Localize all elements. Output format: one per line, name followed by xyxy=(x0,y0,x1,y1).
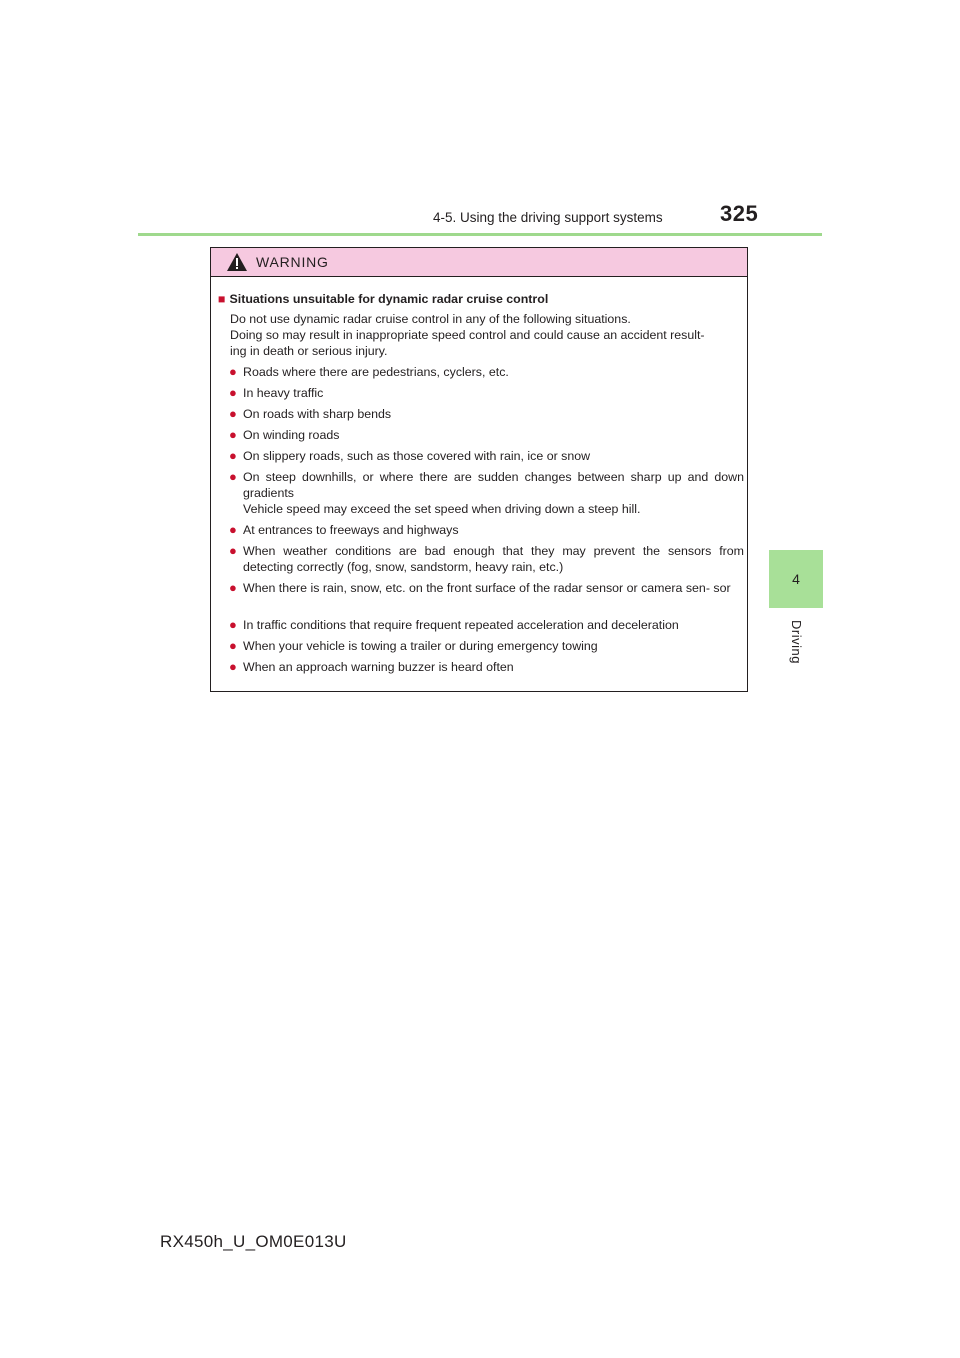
bullet-dot-icon: ● xyxy=(229,364,237,379)
warning-section-title xyxy=(218,291,548,307)
list-item-note: Vehicle speed may exceed the set speed when driving down a steep hill. xyxy=(243,502,641,516)
list-item-text: On roads with sharp bends xyxy=(243,407,392,421)
bullet-dot-icon: ● xyxy=(229,638,237,653)
list-item xyxy=(229,659,744,675)
list-item xyxy=(229,469,744,517)
list-item xyxy=(229,448,744,464)
list-item xyxy=(229,364,744,380)
warning-header xyxy=(211,248,747,277)
warning-box xyxy=(210,247,748,692)
list-item xyxy=(229,543,744,575)
bullet-dot-icon: ● xyxy=(229,543,237,558)
bullet-dot-icon: ● xyxy=(229,522,237,537)
list-item xyxy=(229,638,744,654)
running-header-section-title: 4-5. Using the driving support systems xyxy=(433,210,663,225)
bullet-dot-icon: ● xyxy=(229,659,237,674)
chapter-number: 4 xyxy=(792,571,800,587)
list-item-text: At entrances to freeways and highways xyxy=(243,523,459,537)
bullet-dot-icon: ● xyxy=(229,427,237,442)
list-item-text: On winding roads xyxy=(243,428,340,442)
bullet-dot-icon: ● xyxy=(229,406,237,421)
list-item xyxy=(229,580,744,596)
list-item-text: When there is rain, snow, etc. on the front surface of the radar sensor or camera sen- sor xyxy=(243,581,731,595)
list-item xyxy=(229,406,744,422)
list-item-text: When an approach warning buzzer is heard often xyxy=(243,660,514,674)
intro-line: Do not use dynamic radar cruise control in any of the following situations. xyxy=(230,312,631,326)
list-item xyxy=(229,522,744,538)
warning-intro xyxy=(230,311,745,359)
list-item-text: When your vehicle is towing a trailer or during emergency towing xyxy=(243,639,598,653)
square-bullet-icon: ■ xyxy=(218,292,226,306)
warning-triangle-icon xyxy=(226,252,248,272)
bullet-dot-icon: ● xyxy=(229,385,237,400)
bullet-dot-icon: ● xyxy=(229,580,237,595)
intro-line: ing in death or serious injury. xyxy=(230,344,388,358)
list-item-text: Roads where there are pedestrians, cyclers, etc. xyxy=(243,365,509,379)
bullet-dot-icon: ● xyxy=(229,617,237,632)
intro-line: Doing so may result in inappropriate speed control and could cause an accident result- xyxy=(230,328,705,342)
list-item-text: When weather conditions are bad enough that they may prevent the sensors from detecting correctly (fog, snow, sandstorm, heavy rain, etc.) xyxy=(243,544,744,574)
chapter-label: Driving xyxy=(789,620,804,664)
bullet-dot-icon: ● xyxy=(229,469,237,484)
list-item xyxy=(229,385,744,401)
page-number: 325 xyxy=(720,201,759,226)
chapter-tab xyxy=(769,550,823,608)
list-item-text: On steep downhills, or where there are sudden changes between sharp up and down gradients xyxy=(243,470,744,500)
manual-code: RX450h_U_OM0E013U xyxy=(160,1232,347,1251)
header-rule xyxy=(138,233,822,236)
section-title-text: Situations unsuitable for dynamic radar cruise control xyxy=(229,292,549,306)
list-item xyxy=(229,427,744,443)
list-item-text: In traffic conditions that require frequent repeated acceleration and deceleration xyxy=(243,618,679,632)
list-item-text: On slippery roads, such as those covered with rain, ice or snow xyxy=(243,449,591,463)
bullet-dot-icon: ● xyxy=(229,448,237,463)
warning-label: WARNING xyxy=(256,254,329,270)
list-item-text: In heavy traffic xyxy=(243,386,324,400)
list-item xyxy=(229,617,744,633)
